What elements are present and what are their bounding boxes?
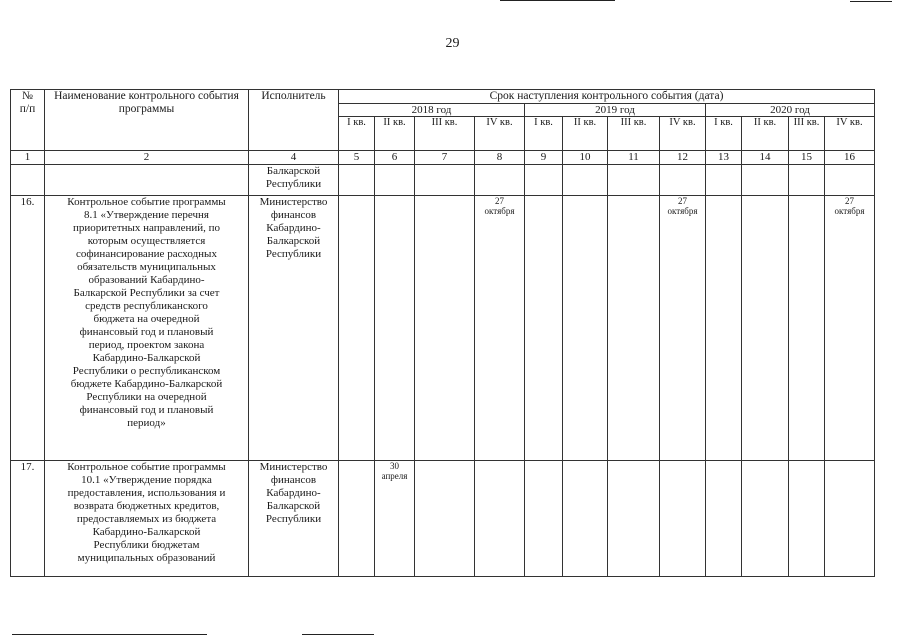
- executor-line: Республики: [265, 513, 322, 525]
- table-row: [11, 165, 875, 196]
- event-executor: [249, 165, 339, 196]
- executor-line: Министерство: [259, 461, 328, 473]
- header-quarter: III кв.: [415, 117, 475, 151]
- header-quarter: II кв.: [742, 117, 789, 151]
- description-line: Балкарской Республики за счет: [73, 287, 220, 299]
- scan-line-top-2: [850, 1, 892, 2]
- event-executor: [249, 196, 339, 461]
- column-number: 4: [249, 151, 339, 165]
- quarter-date-cell: [742, 165, 789, 196]
- row-number: 16.: [11, 196, 45, 461]
- row-number: 17.: [11, 461, 45, 577]
- description-line: средств республиканского: [85, 300, 208, 312]
- scan-line-bottom-1: [12, 634, 207, 635]
- quarter-date-cell: [339, 165, 375, 196]
- event-description: [45, 196, 249, 461]
- column-number: 9: [525, 151, 563, 165]
- quarter-date-cell: [375, 165, 415, 196]
- quarter-date-cell: [525, 196, 563, 461]
- executor-line: Балкарской: [266, 235, 321, 247]
- description-line: Контрольное событие программы: [67, 461, 226, 473]
- description-line: образований Кабардино-: [88, 274, 205, 286]
- executor-line: Балкарской: [266, 500, 321, 512]
- description-line: Кабардино-Балкарской: [92, 526, 201, 538]
- column-number: 13: [706, 151, 742, 165]
- header-executor: Исполнитель: [249, 90, 339, 151]
- quarter-date-cell: [825, 165, 875, 196]
- quarter-date-cell: [415, 196, 475, 461]
- header-quarter: I кв.: [706, 117, 742, 151]
- executor-line: Республики: [265, 178, 322, 190]
- quarter-date-cell: [660, 461, 706, 577]
- quarter-date-cell: [789, 196, 825, 461]
- header-quarter: IV кв.: [475, 117, 525, 151]
- description-line: Контрольное событие программы: [67, 196, 226, 208]
- scan-line-bottom-2: [302, 634, 374, 635]
- column-number: 15: [789, 151, 825, 165]
- column-number: 16: [825, 151, 875, 165]
- quarter-date-cell: [415, 461, 475, 577]
- column-number: 8: [475, 151, 525, 165]
- executor-line: Республики: [265, 248, 322, 260]
- header-quarter: IV кв.: [825, 117, 875, 151]
- executor-line: Кабардино-: [266, 487, 321, 499]
- quarter-date-cell: [789, 165, 825, 196]
- quarter-date-cell: [375, 196, 415, 461]
- page-number: 29: [445, 36, 460, 51]
- quarter-date-cell: [608, 165, 660, 196]
- description-line: возврата бюджетных кредитов,: [73, 500, 220, 512]
- executor-line: финансов: [270, 474, 317, 486]
- header-quarter: III кв.: [789, 117, 825, 151]
- table-row: [11, 461, 875, 577]
- description-line: период»: [127, 417, 166, 429]
- quarter-date-cell: [525, 461, 563, 577]
- quarter-date-cell: [563, 461, 608, 577]
- row-number: [11, 165, 45, 196]
- quarter-date-cell: [415, 165, 475, 196]
- description-line: предоставления, использования и: [67, 487, 226, 499]
- quarter-date-cell: 30 апреля: [375, 461, 415, 577]
- header-quarter: II кв.: [563, 117, 608, 151]
- header-year-2019: 2019 год: [525, 104, 706, 117]
- column-number: 5: [339, 151, 375, 165]
- column-number: 2: [45, 151, 249, 165]
- quarter-date-cell: [789, 461, 825, 577]
- description-line: 8.1 «Утверждение перечня: [84, 209, 209, 221]
- scan-line-top-1: [500, 0, 615, 1]
- control-events-table: [10, 89, 875, 577]
- event-executor: [249, 461, 339, 577]
- column-number: 12: [660, 151, 706, 165]
- quarter-date-cell: 27 октября: [825, 196, 875, 461]
- quarter-date-cell: [563, 196, 608, 461]
- description-line: Республики на очередной: [86, 391, 207, 403]
- header-quarter: IV кв.: [660, 117, 706, 151]
- header-quarter: I кв.: [525, 117, 563, 151]
- header-deadline: Срок наступления контрольного события (дата): [339, 90, 875, 104]
- description-line: период, проектом закона: [88, 339, 205, 351]
- quarter-date-cell: [475, 165, 525, 196]
- quarter-date-cell: [825, 461, 875, 577]
- quarter-date-cell: [660, 165, 706, 196]
- quarter-date-cell: 27 октября: [660, 196, 706, 461]
- quarter-date-cell: [475, 461, 525, 577]
- description-line: финансовый год и плановый: [79, 326, 214, 338]
- description-line: финансовый год и плановый: [79, 404, 214, 416]
- description-line: бюджета на очередной: [93, 313, 200, 325]
- description-line: обязательств муниципальных: [77, 261, 216, 273]
- header-year-2020: 2020 год: [706, 104, 875, 117]
- quarter-date-cell: [525, 165, 563, 196]
- description-line: Республики бюджетам: [93, 539, 200, 551]
- executor-line: Балкарской: [266, 165, 321, 177]
- column-number: 11: [608, 151, 660, 165]
- quarter-date-cell: [706, 461, 742, 577]
- quarter-date-cell: [608, 461, 660, 577]
- executor-line: Кабардино-: [266, 222, 321, 234]
- quarter-date-cell: [706, 165, 742, 196]
- executor-line: финансов: [270, 209, 317, 221]
- column-number: 1: [11, 151, 45, 165]
- quarter-date-cell: [742, 196, 789, 461]
- quarter-date-cell: [563, 165, 608, 196]
- header-num: № п/п: [11, 90, 45, 151]
- column-number: 10: [563, 151, 608, 165]
- quarter-date-cell: [339, 461, 375, 577]
- quarter-date-cell: [742, 461, 789, 577]
- table-row: [11, 196, 875, 461]
- header-quarter: III кв.: [608, 117, 660, 151]
- description-line: бюджете Кабардино-Балкарской: [70, 378, 223, 390]
- description-line: предоставляемых из бюджета: [76, 513, 217, 525]
- column-number: 6: [375, 151, 415, 165]
- description-line: приоритетных направлений, по: [72, 222, 221, 234]
- description-line: которым осуществляется: [87, 235, 206, 247]
- description-line: Кабардино-Балкарской: [92, 352, 201, 364]
- header-name: Наименование контрольного события программы: [45, 90, 249, 151]
- column-number: 7: [415, 151, 475, 165]
- quarter-date-cell: 27 октября: [475, 196, 525, 461]
- executor-line: Министерство: [259, 196, 328, 208]
- header-year-2018: 2018 год: [339, 104, 525, 117]
- event-description: [45, 461, 249, 577]
- quarter-date-cell: [608, 196, 660, 461]
- description-line: 10.1 «Утверждение порядка: [81, 474, 212, 486]
- header-quarter: II кв.: [375, 117, 415, 151]
- description-line: Республики о республиканском: [72, 365, 221, 377]
- quarter-date-cell: [706, 196, 742, 461]
- event-description: [45, 165, 249, 196]
- header-quarter: I кв.: [339, 117, 375, 151]
- table-body: [11, 165, 875, 577]
- description-line: муниципальных образований: [77, 552, 216, 564]
- description-line: софинансирование расходных: [76, 248, 217, 260]
- column-number: 14: [742, 151, 789, 165]
- quarter-date-cell: [339, 196, 375, 461]
